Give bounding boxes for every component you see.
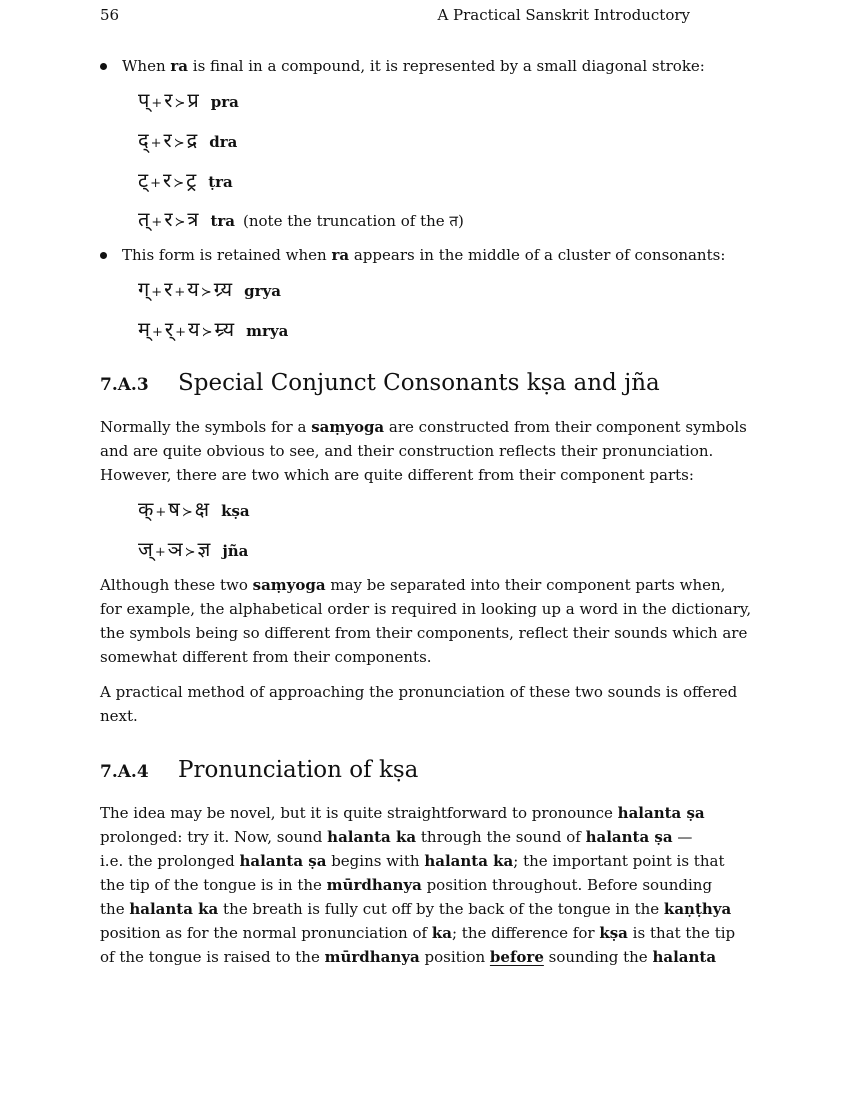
transliteration: grya [244, 282, 281, 300]
section-title: Special Conjunct Consonants kṣa and jña [178, 370, 660, 396]
transliteration: tra [210, 212, 236, 230]
transliteration: kṣa [221, 502, 250, 520]
paragraph: Although these two saṃyoga may be separated into their component parts when, for example, the alphabetical order is required in looking up a word in the dictionary, the symbols being so different from their components, reflect their sounds which are somewhat different from their components. [100, 576, 752, 666]
section-heading [100, 757, 690, 783]
conjunct-example: त् + र ≻ त्र tra (note the truncation of the त) [138, 207, 464, 231]
section-number: 7.A.3 [100, 375, 149, 395]
paragraph: The idea may be novel, but it is quite straightforward to pronounce halanta ṣa prolonged: try it. Now, sound halanta ka through the sound of halanta ṣa — i.e. the prolonged halanta ṣa begins with halanta ka; the important point is that the tip of the tongue is in the mūrdhanya position throughout. Before sounding the halanta ka the breath is fully cut off by the back of the tongue in the kaṇṭhya position as for the normal pronunciation of ka; the difference for kṣa is that the tip of the tongue is raised to the mūrdhanya position before sounding the halanta [100, 804, 736, 966]
conjunct-example: ट् + र ≻ ट्र ṭra [138, 168, 233, 192]
section-heading [100, 370, 690, 396]
paragraph: A practical method of approaching the pronunciation of these two sounds is offered next. [100, 683, 738, 725]
transliteration: jña [222, 542, 249, 560]
conjunct-example: ज् + ञ ≻ ज्ञ jña [138, 537, 249, 561]
conjunct-example: प् + र ≻ प्र pra [138, 88, 239, 112]
bullet-text: When ra is final in a compound, it is represented by a small diagonal stroke: [122, 57, 705, 75]
conjunct-example: क् + ष ≻ क्ष kṣa [138, 497, 250, 521]
conjunct-example: म् + र् + य ≻ म्र्य mrya [138, 317, 289, 341]
transliteration: dra [209, 133, 238, 151]
bullet-dot [100, 63, 107, 70]
transliteration: pra [210, 93, 239, 111]
bullet-dot [100, 252, 107, 259]
transliteration: ṭra [208, 173, 233, 191]
paragraph: Normally the symbols for a saṃyoga are constructed from their component symbols and are quite obvious to see, and their construction reflects their pronunciation. However, there are two which are quite different from their component parts: [100, 418, 747, 484]
page-number: 56 [100, 6, 120, 24]
example-note: (note the truncation of the त) [243, 212, 464, 230]
section-number: 7.A.4 [100, 762, 149, 782]
conjunct-example: ग् + र + य ≻ ग्र्य grya [138, 277, 281, 301]
bullet-text: This form is retained when ra appears in the middle of a cluster of consonants: [122, 246, 726, 264]
running-title: A Practical Sanskrit Introductory [437, 6, 690, 24]
conjunct-example: द् + र ≻ द्र dra [138, 128, 238, 152]
transliteration: mrya [246, 322, 289, 340]
section-title: Pronunciation of kṣa [178, 757, 419, 783]
page-header [100, 6, 690, 26]
